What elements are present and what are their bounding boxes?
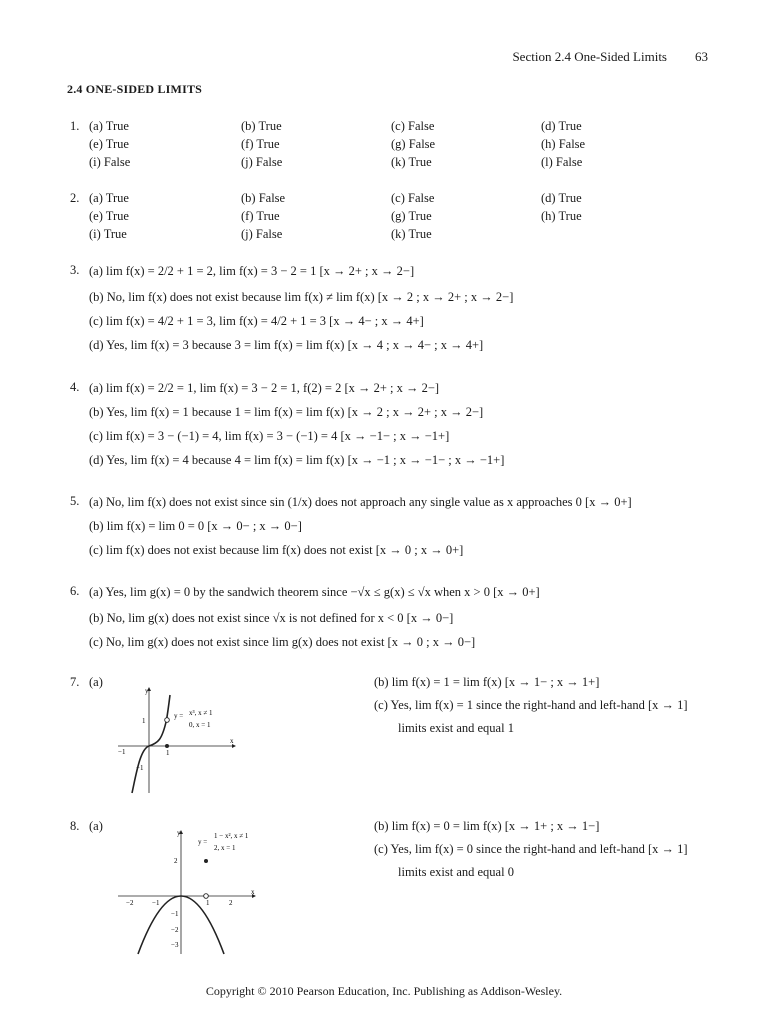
problem-number: 2. <box>70 191 80 205</box>
answer-cell: (j) False <box>241 227 283 241</box>
answer-cell: (c) False <box>391 191 435 205</box>
part-c: (c) lim f(x) = 4/2 + 1 = 3, lim f(x) = 4/2 + 1 = 3 [x → 4− ; x → 4+] <box>89 314 424 328</box>
answer-cell: (d) True <box>541 119 582 133</box>
part-d: (d) Yes, lim f(x) = 3 because 3 = lim f(x) = lim f(x) [x → 4 ; x → 4− ; x → 4+] <box>89 338 484 352</box>
part-c-continued: limits exist and equal 0 <box>398 865 514 879</box>
answer-cell: (k) True <box>391 227 432 241</box>
answer-cell: (e) True <box>89 137 129 151</box>
answer-cell: (j) False <box>241 155 283 169</box>
problem-number: 5. <box>70 494 80 508</box>
answer-cell: (f) True <box>241 209 280 223</box>
piecewise-line-1: x³, x ≠ 1 <box>189 709 213 717</box>
x-axis-label: x <box>230 737 234 745</box>
part-c: (c) No, lim g(x) does not exist since lim g(x) does not exist [x → 0 ; x → 0−] <box>89 635 476 649</box>
part-b: (b) lim f(x) = lim 0 = 0 [x → 0− ; x → 0−] <box>89 519 302 533</box>
part-a: (a) lim f(x) = 2/2 = 1, lim f(x) = 3 − 2 = 1, f(2) = 2 [x → 2+ ; x → 2−] <box>89 381 440 395</box>
answer-cell: (h) True <box>541 209 582 223</box>
tick-label-x: −2 <box>126 899 134 907</box>
part-b: (b) lim f(x) = 1 = lim f(x) [x → 1− ; x → 1+] <box>374 675 600 689</box>
answer-cell: (g) True <box>391 209 432 223</box>
piecewise-y: y = <box>198 838 208 846</box>
problem-number: 6. <box>70 584 80 598</box>
tick-label-x1: 1 <box>166 749 170 757</box>
tick-label-xm1: −1 <box>118 748 126 756</box>
cubic-curve <box>132 695 170 793</box>
answer-cell: (e) True <box>89 209 129 223</box>
part-b: (b) lim f(x) = 0 = lim f(x) [x → 1+ ; x → 1−] <box>374 819 600 833</box>
answer-cell: (f) True <box>241 137 280 151</box>
tick-label-y1: 1 <box>142 717 146 725</box>
problem-number: 4. <box>70 380 80 394</box>
piecewise-line-2: 0, x = 1 <box>189 721 211 729</box>
answer-cell: (k) True <box>391 155 432 169</box>
part-c: (c) Yes, lim f(x) = 0 since the right-hand and left-hand [x → 1] <box>374 842 688 856</box>
page-title: 2.4 ONE-SIDED LIMITS <box>67 82 203 96</box>
tick-label-y: −1 <box>171 910 179 918</box>
copyright-footer: Copyright © 2010 Pearson Education, Inc. Publishing as Addison-Wesley. <box>205 984 563 998</box>
open-point <box>204 894 209 899</box>
open-point <box>165 718 170 723</box>
part-d: (d) Yes, lim f(x) = 4 because 4 = lim f(x) = lim f(x) [x → −1 ; x → −1− ; x → −1+] <box>89 453 505 467</box>
part-a-label: (a) <box>89 675 103 689</box>
part-b: (b) No, lim f(x) does not exist because lim f(x) ≠ lim f(x) [x → 2 ; x → 2+ ; x → 2−] <box>89 290 514 304</box>
part-b: (b) Yes, lim f(x) = 1 because 1 = lim f(x) = lim f(x) [x → 2 ; x → 2+ ; x → 2−] <box>89 405 484 419</box>
piecewise-y: y = <box>174 712 184 720</box>
answer-cell: (g) False <box>391 137 436 151</box>
tick-label-ym1: −1 <box>136 764 144 772</box>
tick-label-y: 2 <box>174 857 178 865</box>
tick-label-x: 2 <box>229 899 233 907</box>
answer-cell: (b) True <box>241 119 282 133</box>
problem-number: 3. <box>70 263 80 277</box>
part-a-label: (a) <box>89 819 103 833</box>
closed-point <box>204 859 208 863</box>
problem-number: 1. <box>70 119 80 133</box>
piecewise-line-1: 1 − x², x ≠ 1 <box>214 832 249 840</box>
part-a: (a) No, lim f(x) does not exist since sin (1/x) does not approach any single value as x approaches 0 [x → 0+] <box>89 495 632 509</box>
answer-cell: (h) False <box>541 137 586 151</box>
answer-cell: (i) True <box>89 227 127 241</box>
part-c-continued: limits exist and equal 1 <box>398 721 514 735</box>
graph-8 <box>114 828 259 958</box>
page-number: 63 <box>695 49 708 64</box>
part-a: (a) Yes, lim g(x) = 0 by the sandwich theorem since −√x ≤ g(x) ≤ √x when x > 0 [x → 0+] <box>89 585 540 599</box>
answer-cell: (a) True <box>89 191 129 205</box>
y-axis-label: y <box>145 687 149 695</box>
part-c: (c) lim f(x) = 3 − (−1) = 4, lim f(x) = 3 − (−1) = 4 [x → −1− ; x → −1+] <box>89 429 450 443</box>
answer-cell: (a) True <box>89 119 129 133</box>
part-c: (c) lim f(x) does not exist because lim f(x) does not exist [x → 0 ; x → 0+] <box>89 543 464 557</box>
section-title: Section 2.4 One-Sided Limits <box>512 49 667 64</box>
answer-cell: (c) False <box>391 119 435 133</box>
answer-cell: (b) False <box>241 191 286 205</box>
part-b: (b) No, lim g(x) does not exist since √x is not defined for x < 0 [x → 0−] <box>89 611 454 625</box>
answer-cell: (d) True <box>541 191 582 205</box>
answer-cell: (l) False <box>541 155 583 169</box>
closed-point <box>165 744 169 748</box>
running-header <box>0 49 708 65</box>
tick-label-y: −3 <box>171 941 179 949</box>
piecewise-line-2: 2, x = 1 <box>214 844 236 852</box>
answer-cell: (i) False <box>89 155 131 169</box>
y-axis-label: y <box>177 829 181 837</box>
part-a: (a) lim f(x) = 2/2 + 1 = 2, lim f(x) = 3 − 2 = 1 [x → 2+ ; x → 2−] <box>89 264 415 278</box>
tick-label-y: −2 <box>171 926 179 934</box>
problem-number: 7. <box>70 675 80 689</box>
x-axis-label: x <box>251 888 255 896</box>
problem-number: 8. <box>70 819 80 833</box>
graph-7 <box>112 685 237 797</box>
part-c: (c) Yes, lim f(x) = 1 since the right-hand and left-hand [x → 1] <box>374 698 688 712</box>
tick-label-x: −1 <box>152 899 160 907</box>
tick-label-x: 1 <box>206 899 210 907</box>
